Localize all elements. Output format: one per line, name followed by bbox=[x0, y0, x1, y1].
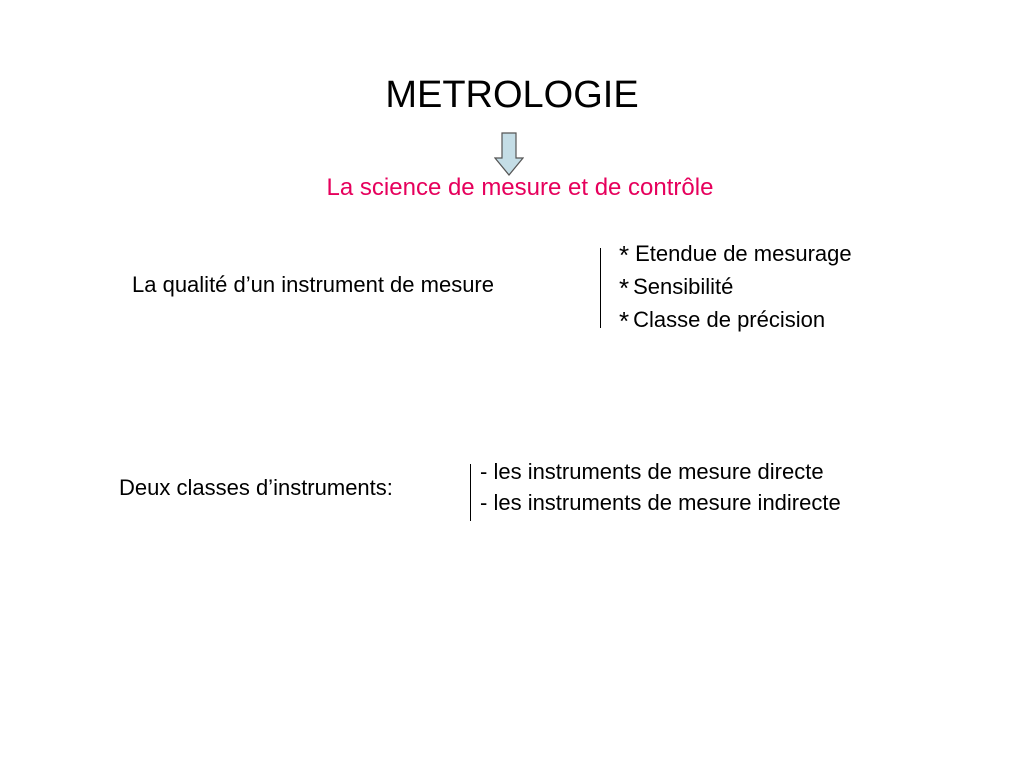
list-item bbox=[619, 304, 852, 337]
section2-divider bbox=[470, 464, 471, 521]
list-item-text: les instruments de mesure directe bbox=[493, 459, 824, 484]
list-item-text: Sensibilité bbox=[633, 274, 734, 299]
list-item-text: les instruments de mesure indirecte bbox=[493, 490, 841, 515]
list-item-text: Classe de précision bbox=[633, 307, 826, 332]
down-arrow-icon bbox=[494, 132, 524, 176]
bullet-asterisk: * bbox=[619, 240, 630, 270]
list-item bbox=[619, 238, 852, 271]
bullet-asterisk: * bbox=[619, 273, 630, 303]
section1-divider bbox=[600, 248, 601, 328]
instrument-quality-label: La qualité d’un instrument de mesure bbox=[132, 272, 494, 297]
list-item bbox=[480, 487, 841, 518]
quality-criteria-list bbox=[619, 238, 852, 337]
list-item-text: Etendue de mesurage bbox=[635, 241, 852, 266]
list-item bbox=[480, 456, 841, 487]
list-item bbox=[619, 271, 852, 304]
bullet-dash: - bbox=[480, 490, 488, 515]
instrument-classes-list bbox=[480, 456, 841, 518]
slide-title: METROLOGIE bbox=[385, 74, 639, 116]
instrument-classes-label: Deux classes d’instruments: bbox=[119, 475, 393, 500]
bullet-dash: - bbox=[480, 459, 488, 484]
slide-subtitle: La science de mesure et de contrôle bbox=[326, 174, 714, 201]
bullet-asterisk: * bbox=[619, 306, 630, 336]
